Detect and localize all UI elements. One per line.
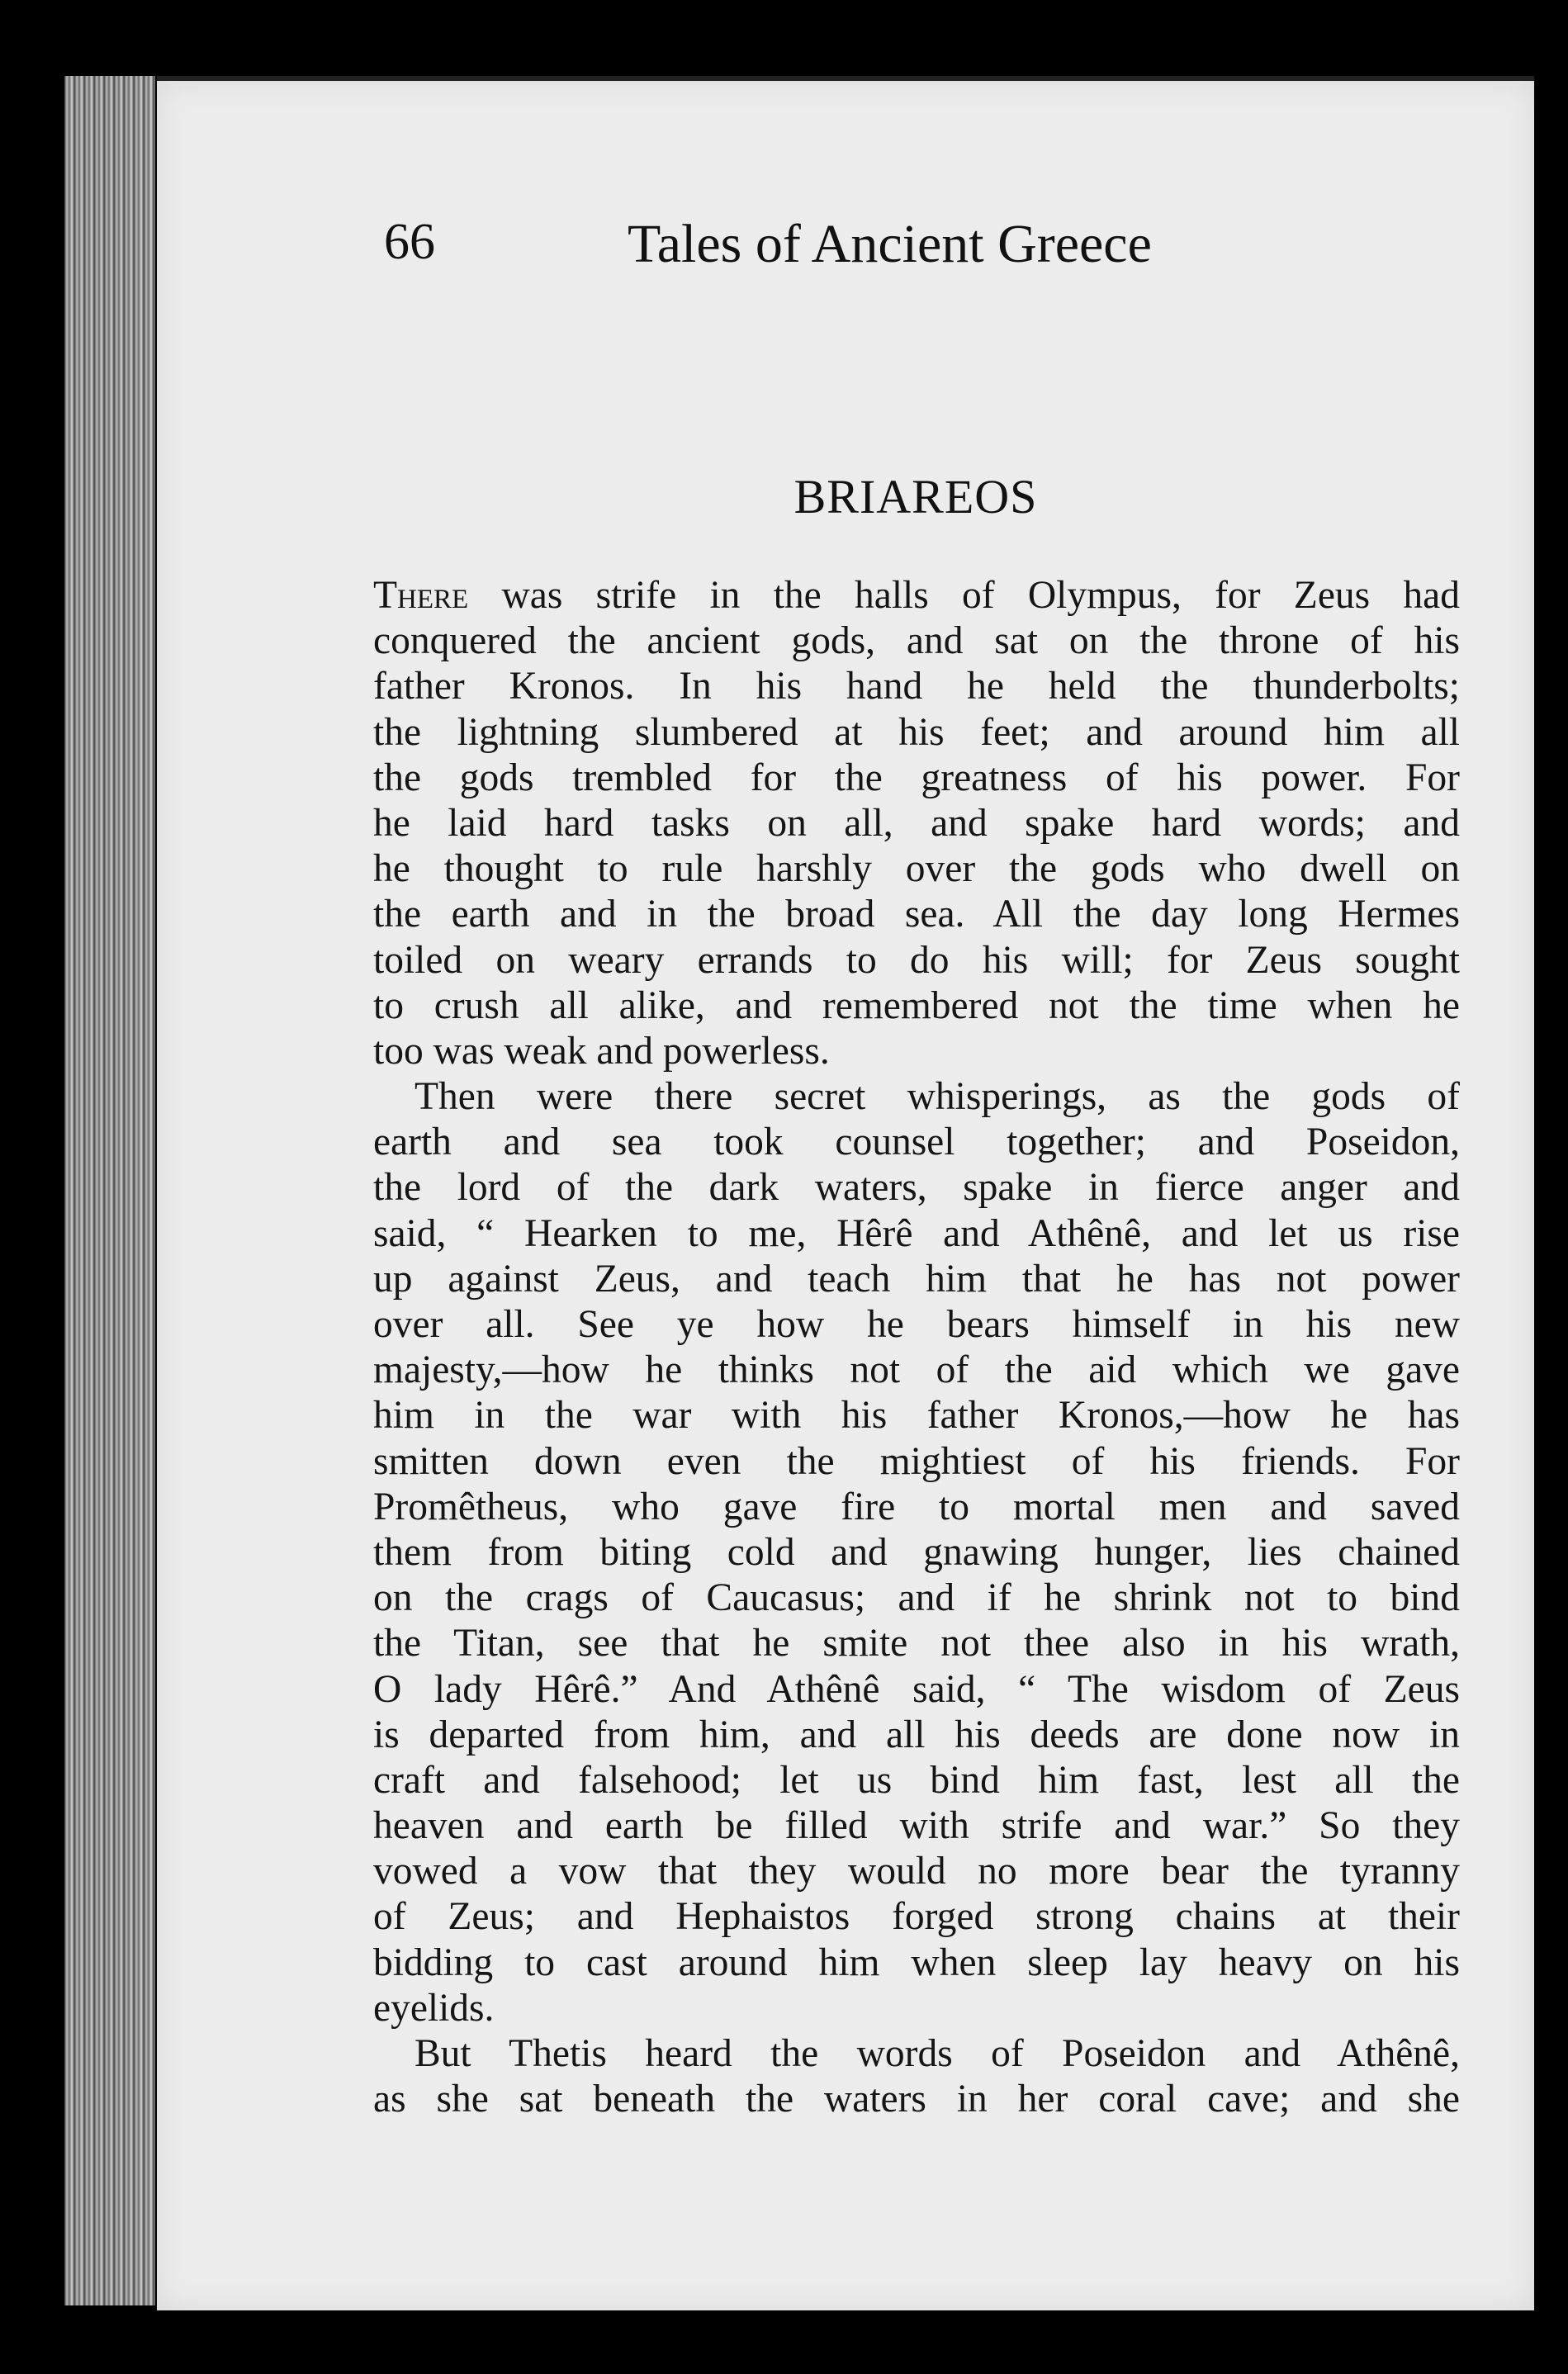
text-line: O lady Hêrê.” And Athênê said, “ The wisdom of Zeus xyxy=(373,1667,1460,1711)
text-line: on the crags of Caucasus; and if he shrink not to bind xyxy=(373,1576,1460,1620)
running-title: Tales of Ancient Greece xyxy=(628,214,1152,274)
text-line: the earth and in the broad sea. All the day long Hermes xyxy=(373,893,1460,936)
text-line: Then were there secret whisperings, as the gods of xyxy=(415,1075,1460,1119)
text-line: the lord of the dark waters, spake in fierce anger and xyxy=(373,1166,1460,1210)
text-line: the lightning slumbered at his feet; and around him all xyxy=(373,710,1460,754)
text-line: the gods trembled for the greatness of his power. For xyxy=(373,756,1460,799)
text-line: over all. See ye how he bears himself in his new xyxy=(373,1303,1460,1346)
text-line: heaven and earth be filled with strife and war.” So they xyxy=(373,1804,1460,1848)
text-line: father Kronos. In his hand he held the thunderbolts; xyxy=(373,665,1460,708)
text-line: vowed a vow that they would no more bear the tyranny xyxy=(373,1850,1460,1893)
text-line: craft and falsehood; let us bind him fast, lest all the xyxy=(373,1758,1460,1802)
text-line: conquered the ancient gods, and sat on the throne of his xyxy=(373,619,1460,663)
text-line: majesty,—how he thinks not of the aid which we gave xyxy=(373,1348,1460,1392)
text-line: to crush all alike, and remembered not the time when he xyxy=(373,983,1460,1027)
text-line: them from biting cold and gnawing hunger, lies chained xyxy=(373,1530,1460,1574)
text-line: said, “ Hearken to me, Hêrê and Athênê, and let us rise xyxy=(373,1211,1460,1255)
text-line: he thought to rule harshly over the gods who dwell on xyxy=(373,847,1460,891)
opening-word: There xyxy=(373,574,469,617)
text-line: up against Zeus, and teach him that he has not power xyxy=(373,1257,1460,1301)
chapter-title: BRIAREOS xyxy=(793,470,1038,524)
text-line: bidding to cast around him when sleep lay heavy on his xyxy=(373,1940,1460,1984)
text-line: he laid hard tasks on all, and spake hard words; and xyxy=(373,801,1460,845)
book-page xyxy=(157,76,1534,2310)
text-line: toiled on weary errands to do his will; for Zeus sought xyxy=(373,938,1460,982)
text-line: too was weak and powerless. xyxy=(373,1029,830,1073)
text-line: him in the war with his father Kronos,—how he has xyxy=(373,1394,1460,1438)
text-line: Promêtheus, who gave fire to mortal men and saved xyxy=(373,1485,1460,1528)
text-line: But Thetis heard the words of Poseidon and Athênê, xyxy=(415,2032,1460,2075)
text-line: smitten down even the mightiest of his friends. For xyxy=(373,1439,1460,1483)
text-line: as she sat beneath the waters in her coral cave; and she xyxy=(373,2078,1460,2121)
body-text xyxy=(373,573,1460,2122)
text-line: eyelids. xyxy=(373,1986,495,2030)
text-line: earth and sea took counsel together; and Poseidon, xyxy=(373,1121,1460,1164)
page-header xyxy=(157,213,1534,296)
text-line: is departed from him, and all his deeds are done now in xyxy=(373,1713,1460,1756)
page-number: 66 xyxy=(384,214,435,270)
text-line: There was strife in the halls of Olympus, for Zeus had xyxy=(373,574,1460,617)
text-line: the Titan, see that he smite not thee also in his wrath, xyxy=(373,1622,1460,1666)
text-line: of Zeus; and Hephaistos forged strong chains at their xyxy=(373,1895,1460,1939)
book-page-edges xyxy=(64,76,155,2305)
